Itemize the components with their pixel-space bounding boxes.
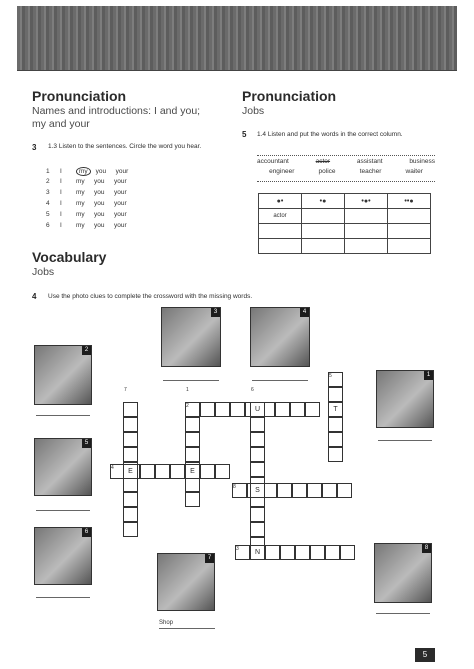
word-waiter: waiter	[405, 168, 423, 175]
crossword-clue-number: 1	[186, 387, 189, 393]
table-header-3: •●•	[345, 194, 388, 209]
photo-clue-8: 8	[374, 543, 432, 603]
word-engineer: engineer	[269, 168, 295, 175]
photo-clue-2: 2	[34, 345, 92, 405]
crossword-cell[interactable]	[292, 483, 307, 498]
option-b[interactable]: my	[76, 222, 85, 229]
crossword-cell[interactable]	[328, 432, 343, 447]
crossword-cell[interactable]	[123, 432, 138, 447]
exercise-3-number: 3	[32, 143, 37, 152]
crossword-cell[interactable]	[275, 402, 290, 417]
crossword-cell[interactable]	[123, 522, 138, 537]
crossword-cell[interactable]	[307, 483, 322, 498]
option-n: 2	[46, 178, 50, 185]
crossword-cell[interactable]	[185, 477, 200, 492]
crossword-cell[interactable]	[290, 402, 305, 417]
crossword-cell[interactable]	[250, 462, 265, 477]
crossword-letter-cell[interactable]: E	[185, 464, 200, 479]
option-d[interactable]: your	[114, 178, 127, 185]
crossword-cell[interactable]	[155, 464, 170, 479]
exercise-5-instruction: 1.4 Listen and put the words in the correct column.	[257, 131, 403, 138]
option-d[interactable]: your	[114, 189, 127, 196]
photo-clue-5: 5	[34, 438, 92, 496]
crossword-cell[interactable]	[250, 432, 265, 447]
crossword-clue-number: 2	[186, 403, 189, 409]
crossword-cell[interactable]	[250, 507, 265, 522]
crossword-clue-number: 8	[233, 484, 236, 490]
table-header-4: ••●	[388, 194, 431, 209]
option-n: 3	[46, 189, 50, 196]
crossword-cell[interactable]	[123, 507, 138, 522]
option-b[interactable]: my	[76, 189, 85, 196]
crossword-cell[interactable]	[328, 417, 343, 432]
crossword-cell[interactable]	[277, 483, 292, 498]
crossword-cell[interactable]	[328, 387, 343, 402]
exercise-5-number: 5	[242, 130, 247, 139]
crossword-cell[interactable]	[325, 545, 340, 560]
crossword-letter-cell[interactable]: N	[250, 545, 265, 560]
option-b[interactable]: my	[76, 200, 85, 207]
crossword-letter-cell[interactable]: T	[328, 402, 343, 417]
exercise-4-instruction: Use the photo clues to complete the crossword with the missing words.	[48, 293, 253, 300]
crossword-cell[interactable]	[328, 447, 343, 462]
option-a[interactable]: I	[60, 168, 62, 175]
option-n: 4	[46, 200, 50, 207]
word-business: business	[409, 158, 435, 165]
crossword-letter-cell[interactable]: U	[250, 402, 265, 417]
crossword-clue-number: 3	[236, 546, 239, 552]
crossword-cell[interactable]	[185, 417, 200, 432]
pronunciation-heading-left: Pronunciation	[32, 88, 127, 104]
pronunciation-subheading-left-1: Names and introductions: I and you;	[32, 105, 201, 117]
crossword-cell[interactable]	[185, 492, 200, 507]
crossword-clue-number: 6	[251, 387, 254, 393]
exercise-3-instruction: 1.3 Listen to the sentences. Circle the word you hear.	[48, 143, 202, 150]
table-example-cell: actor	[259, 209, 302, 224]
option-c[interactable]: you	[95, 168, 107, 175]
option-d[interactable]: your	[115, 168, 129, 175]
crossword-clue-number: 7	[124, 387, 127, 393]
crossword-cell[interactable]	[215, 464, 230, 479]
pronunciation-heading-right: Pronunciation	[242, 88, 337, 104]
crossword-cell[interactable]	[340, 545, 355, 560]
pronunciation-subheading-left-2: my and your	[32, 118, 90, 130]
photo-clue-4: 4	[250, 307, 310, 367]
crossword-clue-number: 5	[329, 373, 332, 379]
option-b[interactable]: my	[76, 167, 91, 176]
word-actor: actor	[315, 158, 331, 165]
crossword-cell[interactable]	[250, 447, 265, 462]
vocabulary-subheading: Jobs	[32, 266, 55, 278]
crossword-cell[interactable]	[280, 545, 295, 560]
crossword-cell[interactable]	[123, 447, 138, 462]
option-d[interactable]: your	[114, 222, 127, 229]
photo-clue-3: 3	[161, 307, 221, 367]
option-b[interactable]: my	[76, 211, 85, 218]
crossword-cell[interactable]	[185, 447, 200, 462]
option-a[interactable]: I	[60, 189, 62, 196]
crossword-cell[interactable]	[123, 417, 138, 432]
crossword-cell[interactable]	[170, 464, 185, 479]
photo-clue-6: 6	[34, 527, 92, 585]
crossword-cell[interactable]	[215, 402, 230, 417]
option-c[interactable]: you	[94, 211, 105, 218]
option-a[interactable]: I	[60, 178, 62, 185]
page-number: 5	[415, 648, 435, 662]
option-n: 5	[46, 211, 50, 218]
word-assistant: assistant	[356, 158, 383, 165]
option-n: 6	[46, 222, 50, 229]
photo-clue-1: 1	[376, 370, 434, 428]
option-c[interactable]: you	[94, 189, 105, 196]
table-header-2: •●	[302, 194, 345, 209]
crossword-cell[interactable]	[295, 545, 310, 560]
crossword-cell[interactable]	[250, 417, 265, 432]
photo-clue-7: 7	[157, 553, 215, 611]
crossword-letter-cell[interactable]: E	[123, 464, 138, 479]
word-teacher: teacher	[359, 168, 382, 175]
option-n: 1	[46, 168, 50, 175]
crossword-cell[interactable]	[123, 492, 138, 507]
crossword-cell[interactable]	[250, 522, 265, 537]
crossword-cell[interactable]	[140, 464, 155, 479]
pronunciation-subheading-right: Jobs	[242, 105, 265, 117]
crossword-letter-cell[interactable]: S	[250, 483, 265, 498]
word-accountant: accountant	[257, 158, 289, 165]
exercise-4-number: 4	[32, 292, 37, 301]
option-c[interactable]: you	[94, 200, 105, 207]
photo-7-caption: Shop	[159, 620, 174, 626]
option-d[interactable]: your	[114, 211, 127, 218]
option-a[interactable]: I	[60, 222, 62, 229]
crossword-cell[interactable]	[200, 402, 215, 417]
crossword-cell[interactable]	[322, 483, 337, 498]
crossword-cell[interactable]	[305, 402, 320, 417]
crossword-cell[interactable]	[230, 402, 245, 417]
option-a[interactable]: I	[60, 200, 62, 207]
crossword-cell[interactable]	[185, 432, 200, 447]
crossword-clue-number: 4	[111, 465, 114, 471]
option-c[interactable]: you	[94, 178, 105, 185]
crossword-cell[interactable]	[200, 464, 215, 479]
crossword-cell[interactable]	[265, 545, 280, 560]
crossword-cell[interactable]	[123, 402, 138, 417]
option-c[interactable]: you	[94, 222, 105, 229]
word-police: police	[318, 168, 336, 175]
vocabulary-heading: Vocabulary	[32, 249, 107, 265]
crossword-cell[interactable]	[123, 477, 138, 492]
option-d[interactable]: your	[114, 200, 127, 207]
crossword-cell[interactable]	[337, 483, 352, 498]
option-a[interactable]: I	[60, 211, 62, 218]
table-header-1: ●•	[259, 194, 302, 209]
option-b[interactable]: my	[76, 178, 85, 185]
crossword-cell[interactable]	[310, 545, 325, 560]
